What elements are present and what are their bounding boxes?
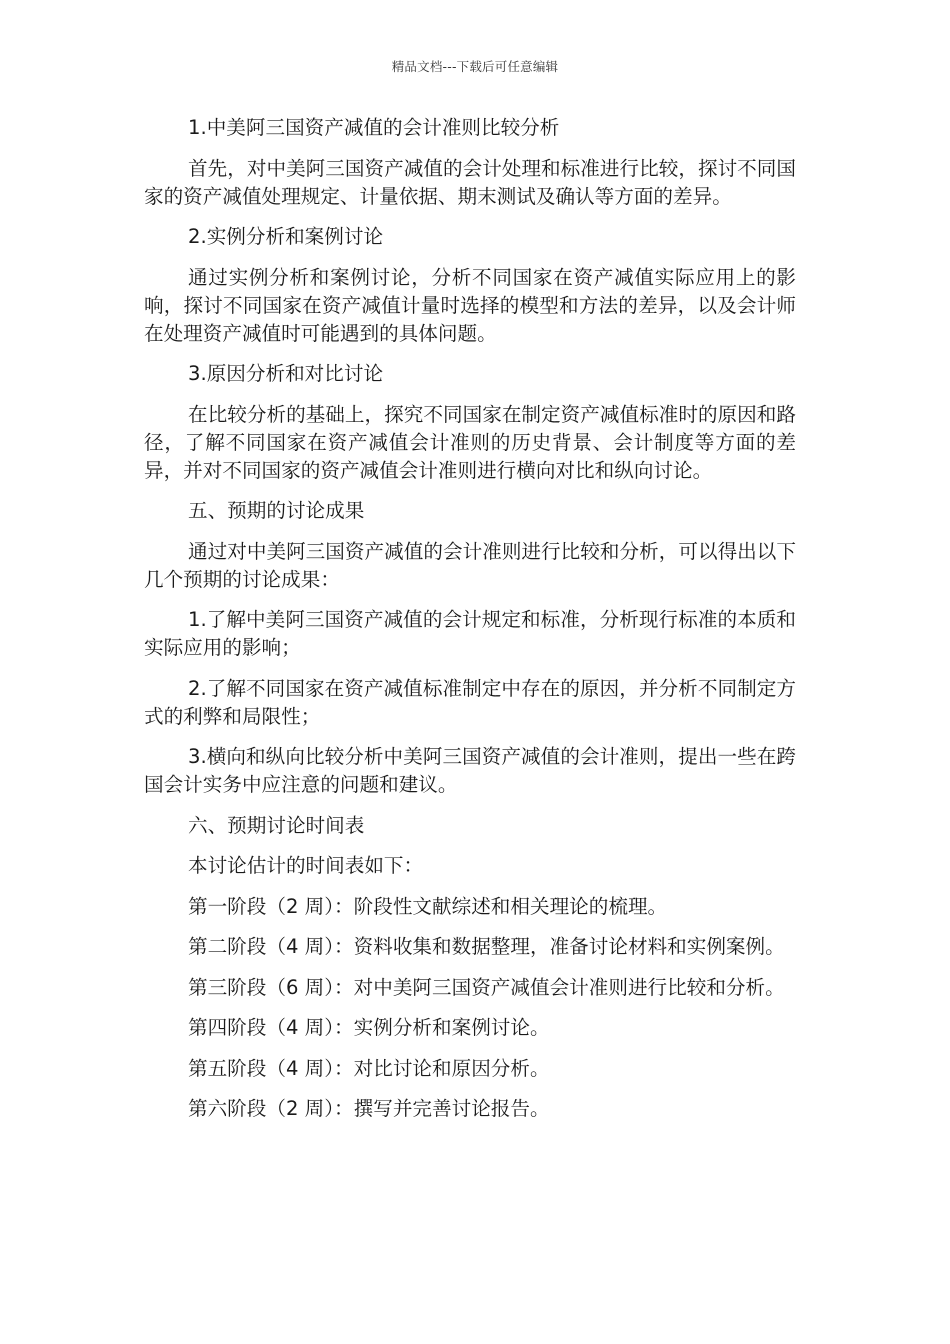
timeline-phase: 第六阶段（2 周）：撰写并完善讨论报告。 <box>188 1097 550 1120</box>
section-heading-cause-analysis: 3.原因分析和对比讨论 <box>188 362 384 385</box>
timeline-phase: 第三阶段（6 周）：对中美阿三国资产减值会计准则进行比较和分析。 <box>188 975 785 999</box>
list-item: 3.横向和纵向比较分析中美阿三国资产减值的会计准则，提出一些在跨国会计实务中应注意的问题和建议。 <box>144 745 796 796</box>
list-item: 1.了解中美阿三国资产减值的会计规定和标准，分析现行标准的本质和实际应用的影响； <box>144 608 796 659</box>
section-heading-timeline: 六、预期讨论时间表 <box>188 813 365 837</box>
list-item: 2.了解不同国家在资产减值标准制定中存在的原因，并分析不同制定方式的利弊和局限性； <box>144 676 796 728</box>
section-heading-case-study: 2.实例分析和案例讨论 <box>188 225 384 248</box>
timeline-phase: 第一阶段（2 周）：阶段性文献综述和相关理论的梳理。 <box>188 894 668 918</box>
paragraph-timeline-intro: 本讨论估计的时间表如下： <box>188 854 424 877</box>
paragraph-cause-analysis: 在比较分析的基础上，探究不同国家在制定资产减值标准时的原因和路径，了解不同国家在资产减值会计准则的历史背景、会计制度等方面的差异，并对不同国家的资产减值会计准则进行横向对比和纵向讨论。 <box>144 402 796 482</box>
timeline-phase: 第二阶段（4 周）：资料收集和数据整理，准备讨论材料和实例案例。 <box>188 935 785 958</box>
page-header: 精品文档---下载后可任意编辑 <box>391 59 559 74</box>
section-heading-expected-results: 五、预期的讨论成果 <box>188 499 365 522</box>
paragraph-case-study: 通过实例分析和案例讨论，分析不同国家在资产减值实际应用上的影响，探讨不同国家在资产减值计量时选择的模型和方法的差异，以及会计师在处理资产减值时可能遇到的具体问题。 <box>144 265 796 345</box>
paragraph-comparison: 首先，对中美阿三国资产减值的会计处理和标准进行比较，探讨不同国家的资产减值处理规定、计量依据、期末测试及确认等方面的差异。 <box>144 156 796 208</box>
timeline-phase: 第五阶段（4 周）：对比讨论和原因分析。 <box>188 1056 550 1080</box>
section-heading-comparison: 1.中美阿三国资产减值的会计准则比较分析 <box>188 116 560 139</box>
paragraph-expected-intro: 通过对中美阿三国资产减值的会计准则进行比较和分析，可以得出以下几个预期的讨论成果： <box>144 539 796 591</box>
document-body <box>144 114 796 1136</box>
timeline-phase: 第四阶段（4 周）：实例分析和案例讨论。 <box>188 1016 550 1039</box>
